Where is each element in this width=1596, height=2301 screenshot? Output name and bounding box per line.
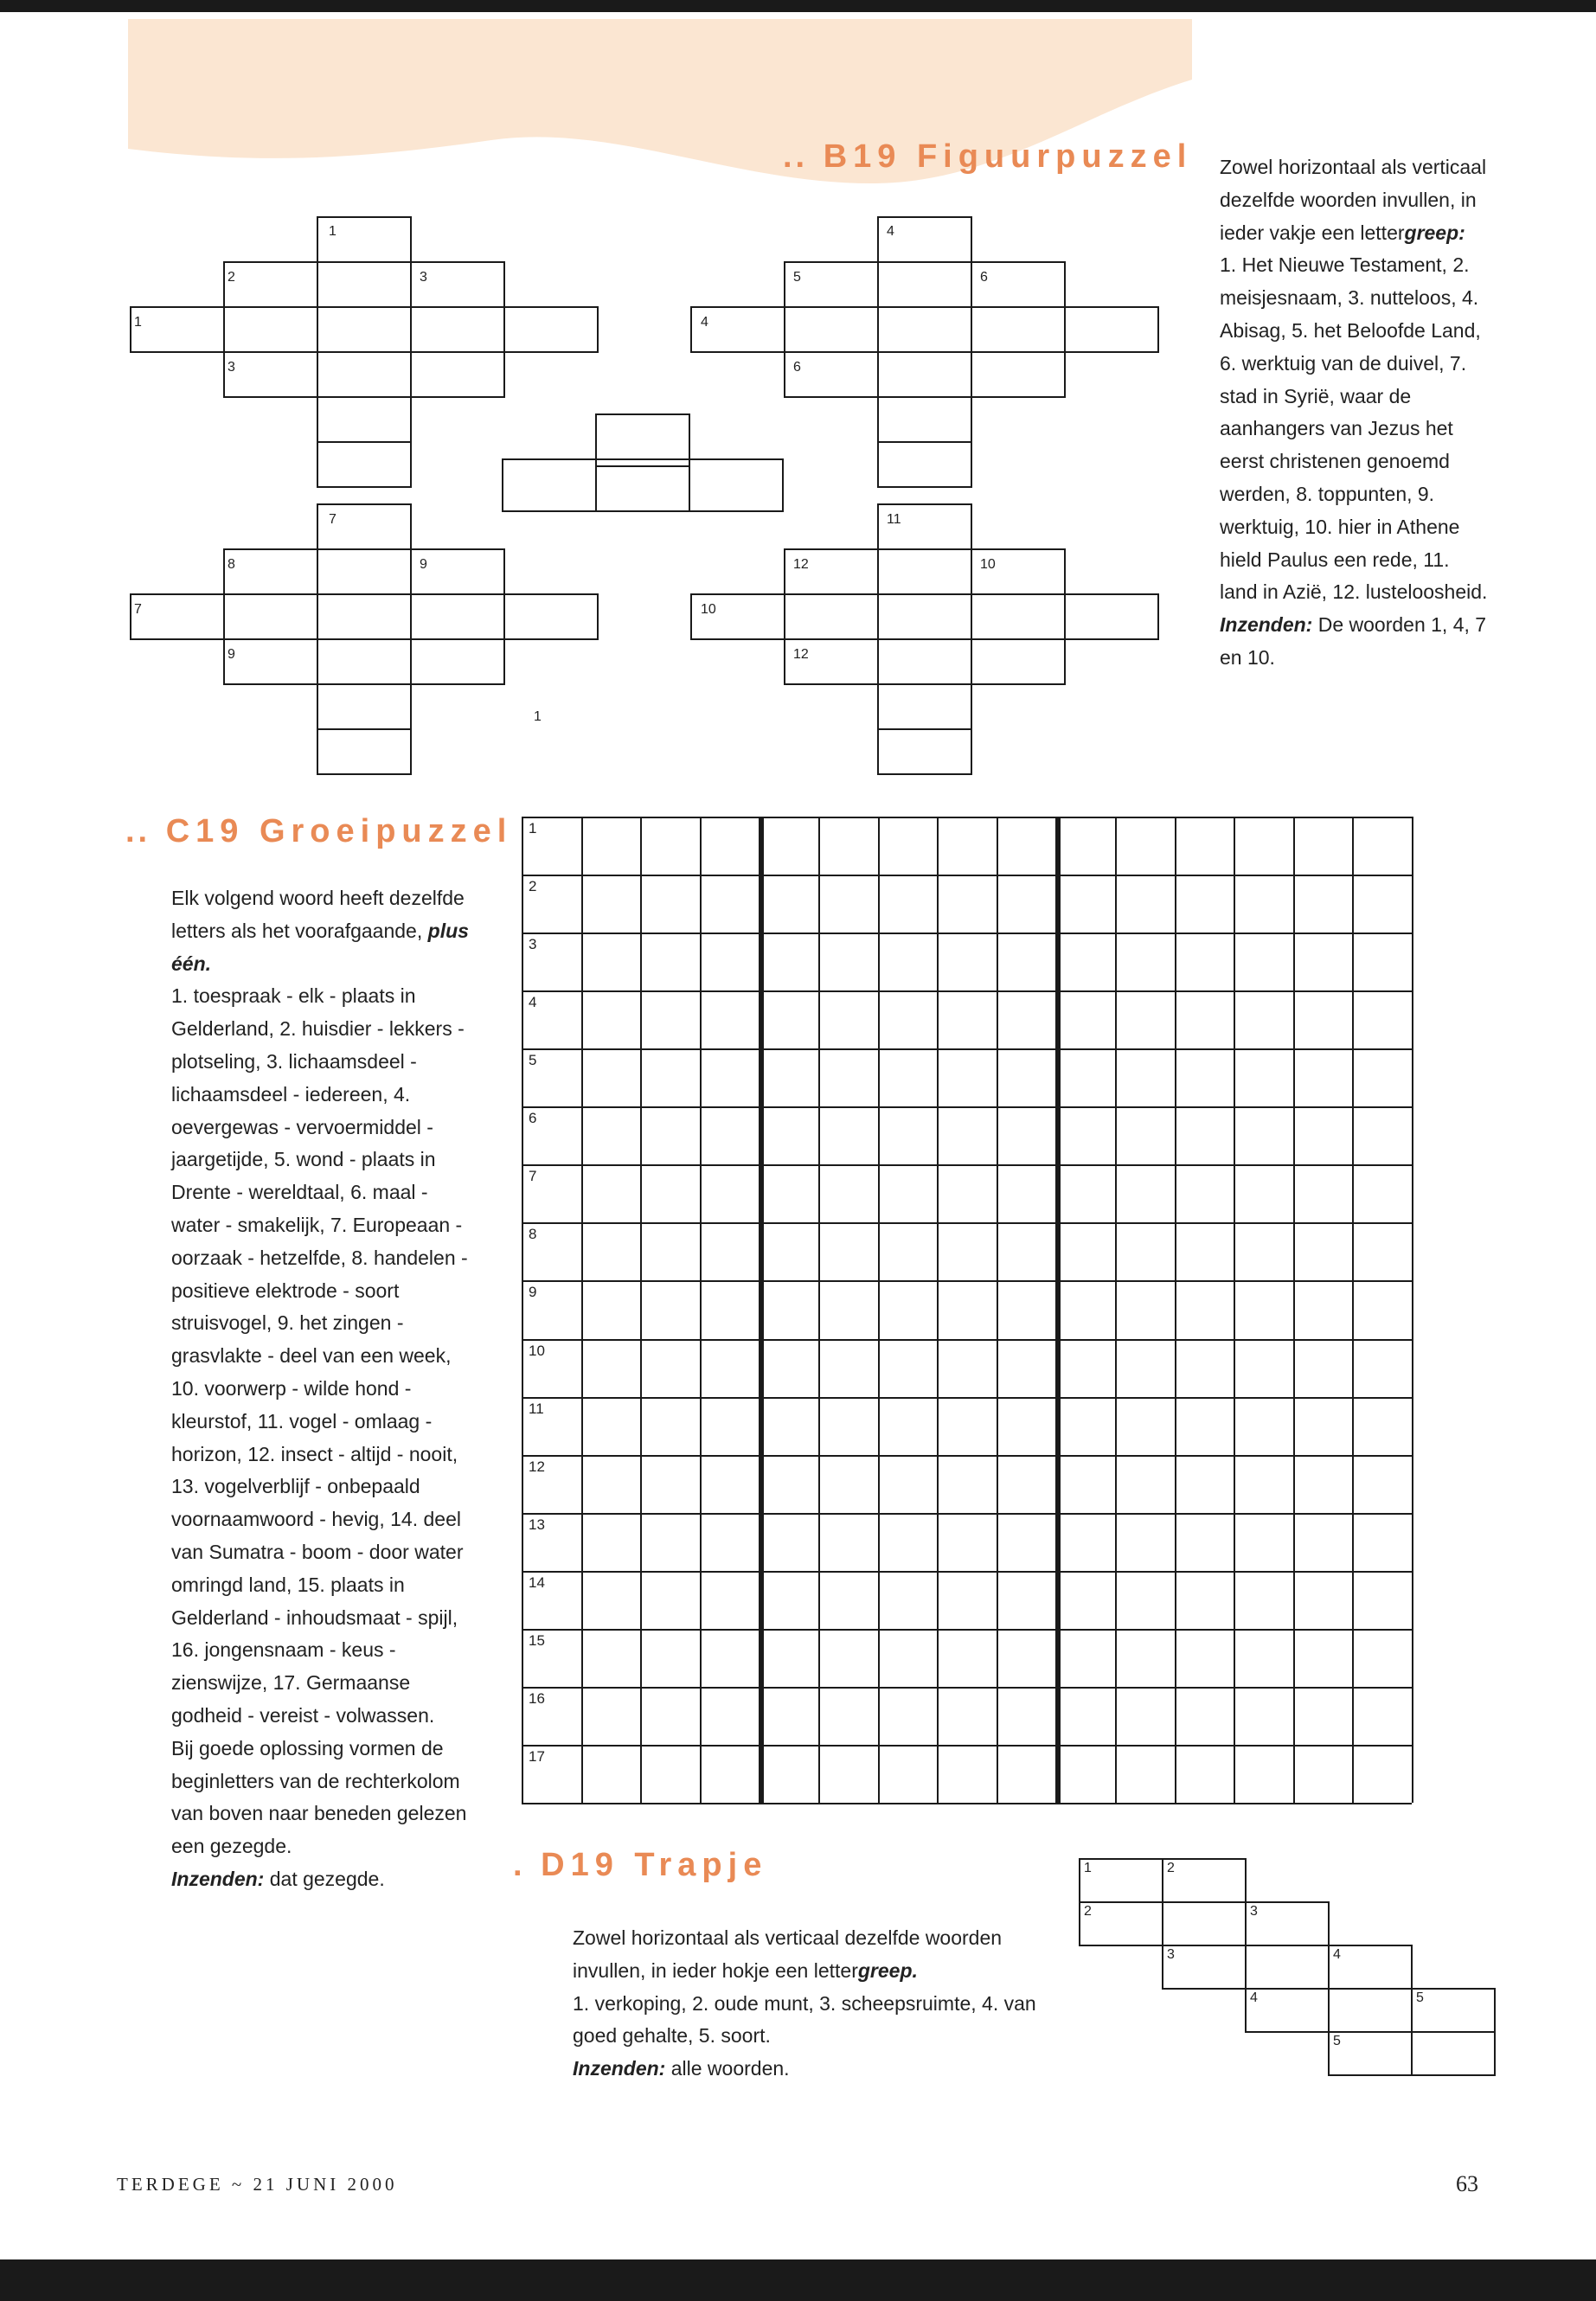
c19-submit-text: dat gezegde. bbox=[269, 1867, 385, 1890]
grid-row-line bbox=[522, 1164, 1412, 1166]
b19-clues: 1. Het Nieuwe Testament, 2. meisjesnaam, 3. nutteloos, 4. Abisag, 5. het Beloofde Land, 6. werktuig van de duivel, 7. stad in Syrië, waar de aanhangers van Jezus het eerst christenen genoemd werden, 8. toppunten, 9. werktuig, 10. hier in Athene hield Paulus een rede, 11. land in Azië, 12. lusteloosheid. bbox=[1220, 253, 1488, 604]
b19-cell-number: 2 bbox=[228, 270, 235, 285]
grid-column-line bbox=[640, 817, 642, 1803]
b19-instructions bbox=[1220, 151, 1492, 675]
b19-cross-2-cell[interactable] bbox=[784, 261, 879, 308]
b19-cross-3-cell[interactable] bbox=[223, 548, 318, 595]
d19-cell[interactable] bbox=[1245, 1945, 1330, 1990]
b19-cell-number: 7 bbox=[329, 512, 337, 527]
grid-row-line bbox=[522, 1106, 1412, 1108]
b19-cross-1-cell[interactable] bbox=[317, 441, 412, 488]
b19-cell-number: 5 bbox=[793, 270, 801, 285]
grid-column-line bbox=[818, 817, 820, 1803]
grid-row-line bbox=[522, 1687, 1412, 1689]
d19-cell-number: 3 bbox=[1250, 1904, 1258, 1919]
page-number: 63 bbox=[1456, 2171, 1478, 2196]
b19-cross-4-cell[interactable] bbox=[877, 728, 972, 775]
b19-cross-1-cell[interactable] bbox=[410, 306, 505, 353]
b19-cross-2-cell[interactable] bbox=[784, 351, 879, 398]
d19-cell-number: 4 bbox=[1250, 1990, 1258, 2005]
d19-cell-number: 2 bbox=[1167, 1861, 1175, 1875]
top-border bbox=[0, 0, 1596, 12]
c19-puzzle-grid bbox=[522, 817, 1412, 1803]
grid-column-line bbox=[1293, 817, 1295, 1803]
b19-cell-number: 9 bbox=[228, 647, 235, 662]
c19-row-number: 13 bbox=[529, 1516, 545, 1533]
b19-submit-label: Inzenden: bbox=[1220, 613, 1313, 637]
b19-cell-number: 4 bbox=[701, 315, 708, 330]
c19-row-number: 5 bbox=[529, 1052, 537, 1068]
b19-cross-3-cell[interactable] bbox=[317, 638, 412, 685]
footer-magazine: TERDEGE ~ 21 JUNI 2000 bbox=[117, 2174, 398, 2195]
d19-cell[interactable] bbox=[1411, 2031, 1496, 2076]
c19-row-number: 10 bbox=[529, 1343, 545, 1359]
grid-row-line bbox=[522, 1048, 1412, 1050]
d19-instructions bbox=[573, 1922, 1040, 2086]
grid-column-line bbox=[700, 817, 702, 1803]
b19-cell-number: 12 bbox=[793, 557, 809, 572]
d19-cell-number: 3 bbox=[1167, 1947, 1175, 1962]
b19-cross-4-cell[interactable] bbox=[1064, 593, 1159, 640]
b19-cell-number: 1 bbox=[329, 224, 337, 239]
grid-column-line bbox=[1412, 817, 1413, 1803]
grid-column-line bbox=[997, 817, 998, 1803]
grid-column-line bbox=[1352, 817, 1354, 1803]
c19-instructions bbox=[171, 882, 478, 1896]
d19-cell-number: 2 bbox=[1084, 1904, 1092, 1919]
b19-title: .. B19 Figuurpuzzel bbox=[783, 138, 1193, 175]
b19-cross-3-cell[interactable] bbox=[503, 593, 599, 640]
b19-cross-2-cell[interactable] bbox=[971, 261, 1066, 308]
b19-cell-number: 8 bbox=[228, 557, 235, 572]
d19-cell[interactable] bbox=[1328, 1988, 1413, 2033]
b19-center-cell[interactable] bbox=[689, 458, 784, 512]
grid-row-line bbox=[522, 933, 1412, 934]
b19-cross-4-cell[interactable] bbox=[877, 638, 972, 685]
c19-row-number: 1 bbox=[529, 820, 537, 836]
grid-row-line bbox=[522, 1571, 1412, 1573]
c19-row-number: 12 bbox=[529, 1458, 545, 1475]
c19-closing: Bij goede oplossing vormen de beginletters van de rechterkolom van boven naar beneden gelezen een gezegde. bbox=[171, 1736, 467, 1858]
grid-row-line bbox=[522, 1513, 1412, 1515]
c19-row-number: 6 bbox=[529, 1110, 537, 1126]
b19-cross-3-cell[interactable] bbox=[130, 593, 225, 640]
grid-row-line bbox=[522, 1280, 1412, 1282]
d19-cell-number: 5 bbox=[1333, 2034, 1341, 2048]
b19-cross-3-cell[interactable] bbox=[223, 638, 318, 685]
b19-cross-2-cell[interactable] bbox=[877, 396, 972, 443]
d19-title: . D19 Trapje bbox=[513, 1847, 768, 1883]
b19-cross-2-cell[interactable] bbox=[877, 306, 972, 353]
b19-cell-number: 9 bbox=[420, 557, 427, 572]
b19-cross-3-cell[interactable] bbox=[317, 548, 412, 595]
b19-cell-number: 6 bbox=[980, 270, 988, 285]
b19-cross-3-cell[interactable] bbox=[317, 683, 412, 730]
b19-cell-number: 3 bbox=[228, 360, 235, 375]
d19-submit-label: Inzenden: bbox=[573, 2057, 666, 2080]
b19-cell-number: 4 bbox=[887, 224, 894, 239]
b19-cross-3-cell[interactable] bbox=[410, 593, 505, 640]
c19-intro-em: plus één. bbox=[171, 919, 469, 975]
d19-cell-number: 4 bbox=[1333, 1947, 1341, 1962]
b19-cross-4-cell[interactable] bbox=[877, 593, 972, 640]
b19-cell-number: 11 bbox=[887, 512, 901, 527]
grid-row-line bbox=[522, 817, 1412, 818]
grid-row-line bbox=[522, 1803, 1412, 1804]
grid-column-line bbox=[759, 817, 764, 1803]
b19-cell-number: 3 bbox=[420, 270, 427, 285]
d19-cell-number: 5 bbox=[1416, 1990, 1424, 2005]
b19-cross-1-cell[interactable] bbox=[223, 351, 318, 398]
grid-row-line bbox=[522, 875, 1412, 876]
b19-cross-4-cell[interactable] bbox=[784, 593, 879, 640]
bottom-border bbox=[0, 2259, 1596, 2301]
grid-row-line bbox=[522, 1222, 1412, 1224]
grid-row-line bbox=[522, 1397, 1412, 1399]
b19-cell-number: 10 bbox=[701, 602, 716, 617]
grid-column-line bbox=[1115, 817, 1117, 1803]
b19-intro-em: greep: bbox=[1404, 221, 1465, 244]
grid-row-line bbox=[522, 1629, 1412, 1631]
b19-cross-4-cell[interactable] bbox=[877, 683, 972, 730]
b19-cross-3-cell[interactable] bbox=[317, 503, 412, 550]
c19-submit-label: Inzenden: bbox=[171, 1867, 265, 1890]
b19-cross-1-cell[interactable] bbox=[223, 306, 318, 353]
grid-row-line bbox=[522, 1455, 1412, 1457]
grid-column-line bbox=[878, 817, 880, 1803]
grid-column-line bbox=[1175, 817, 1176, 1803]
b19-cross-3-cell[interactable] bbox=[223, 593, 318, 640]
grid-row-line bbox=[522, 1745, 1412, 1747]
grid-column-line bbox=[522, 817, 523, 1803]
b19-intro: Zowel horizontaal als verticaal dezelfde woorden invullen, in ieder vakje een letter bbox=[1220, 156, 1487, 244]
grid-row-line bbox=[522, 990, 1412, 992]
b19-cross-3-cell[interactable] bbox=[410, 638, 505, 685]
c19-clues: 1. toespraak - elk - plaats in Gelderland, 2. huisdier - lekkers - plotseling, 3. lichaamsdeel - lichaamsdeel - iedereen, 4. oevergewas - vervoermiddel - jaargetijde, 5. wond - plaats in Drente - wereldtaal, 6. maal - water - smakelijk, 7. Europeaan - oorzaak - hetzelfde, 8. handelen - positieve elektrode - soort struisvogel, 9. het zingen - grasvlakte - deel van een week, 10. voorwerp - wilde hond - kleurstof, 11. vogel - omlaag - horizon, 12. insect - altijd - nooit, 13. vogelverblijf - onbepaald voornaamwoord - hevig, 14. deel van Sumatra - boom - door water omringd land, 15. plaats in Gelderland - inhoudsmaat - spijl, 16. jongensnaam - keus - zienswijze, 17. Germaanse godheid - vereist - volwassen. bbox=[171, 984, 468, 1727]
c19-row-number: 8 bbox=[529, 1226, 537, 1242]
b19-cross-2-cell[interactable] bbox=[877, 441, 972, 488]
grid-column-line bbox=[1055, 817, 1061, 1803]
b19-cross-1-cell[interactable] bbox=[317, 396, 412, 443]
d19-cell[interactable] bbox=[1162, 1901, 1247, 1946]
b19-cross-4-cell[interactable] bbox=[877, 503, 972, 550]
c19-title: .. C19 Groeipuzzel bbox=[125, 813, 513, 849]
b19-cross-4-cell[interactable] bbox=[971, 548, 1066, 595]
b19-cross-3-cell[interactable] bbox=[410, 548, 505, 595]
b19-cross-1-cell[interactable] bbox=[317, 261, 412, 308]
grid-row-line bbox=[522, 1339, 1412, 1341]
b19-cross-4-cell[interactable] bbox=[971, 593, 1066, 640]
b19-center-cell[interactable] bbox=[595, 458, 690, 512]
b19-cross-1-cell[interactable] bbox=[317, 351, 412, 398]
d19-submit-text: alle woorden. bbox=[670, 2057, 790, 2080]
b19-cross-2-cell[interactable] bbox=[1064, 306, 1159, 353]
grid-column-line bbox=[581, 817, 583, 1803]
c19-row-number: 11 bbox=[529, 1400, 544, 1417]
grid-column-line bbox=[937, 817, 939, 1803]
b19-cell-number: 6 bbox=[793, 360, 801, 375]
b19-cross-3-cell[interactable] bbox=[317, 593, 412, 640]
c19-row-number: 14 bbox=[529, 1574, 545, 1591]
c19-row-number: 17 bbox=[529, 1748, 545, 1765]
b19-cross-1-cell[interactable] bbox=[130, 306, 225, 353]
c19-row-number: 4 bbox=[529, 994, 537, 1010]
b19-cross-4-cell[interactable] bbox=[971, 638, 1066, 685]
b19-cell-number: 10 bbox=[980, 557, 996, 572]
c19-row-number: 15 bbox=[529, 1632, 545, 1649]
d19-intro-em: greep. bbox=[857, 1958, 918, 1982]
d19-clues: 1. verkoping, 2. oude munt, 3. scheepsruimte, 4. van goed gehalte, 5. soort. bbox=[573, 1991, 1036, 2048]
c19-row-number: 16 bbox=[529, 1690, 545, 1707]
b19-cross-1-cell[interactable] bbox=[410, 261, 505, 308]
grid-column-line bbox=[1234, 817, 1235, 1803]
b19-cross-2-cell[interactable] bbox=[877, 261, 972, 308]
b19-cross-2-cell[interactable] bbox=[971, 351, 1066, 398]
b19-cell-number: 12 bbox=[793, 647, 809, 662]
c19-row-number: 9 bbox=[529, 1284, 537, 1300]
b19-cross-4-cell[interactable] bbox=[877, 548, 972, 595]
b19-cross-2-cell[interactable] bbox=[971, 306, 1066, 353]
b19-cross-4-cell[interactable] bbox=[784, 638, 879, 685]
b19-cross-1-cell[interactable] bbox=[223, 261, 318, 308]
b19-cross-1-cell[interactable] bbox=[410, 351, 505, 398]
b19-cell-number: 7 bbox=[134, 602, 142, 617]
c19-intro: Elk volgend woord heeft dezelfde letters als het voorafgaande, bbox=[171, 887, 465, 942]
b19-cell-number: 1 bbox=[134, 315, 142, 330]
b19-cross-2-cell[interactable] bbox=[784, 306, 879, 353]
b19-cross-1-cell[interactable] bbox=[317, 306, 412, 353]
c19-row-number: 2 bbox=[529, 878, 537, 894]
d19-cell-number: 1 bbox=[1084, 1861, 1092, 1875]
b19-cross-4-cell[interactable] bbox=[784, 548, 879, 595]
c19-row-number: 3 bbox=[529, 936, 537, 952]
c19-row-number: 7 bbox=[529, 1168, 537, 1184]
b19-cell-number: 1 bbox=[534, 709, 542, 724]
b19-cross-2-cell[interactable] bbox=[690, 306, 785, 353]
b19-submit-text: De woorden 1, 4, 7 en 10. bbox=[1220, 613, 1487, 669]
b19-cross-3-cell[interactable] bbox=[317, 728, 412, 775]
d19-intro: Zowel horizontaal als verticaal dezelfde woorden invullen, in ieder hokje een letter bbox=[573, 1926, 1003, 1982]
b19-center-cell[interactable] bbox=[502, 458, 597, 512]
b19-cross-1-cell[interactable] bbox=[503, 306, 599, 353]
b19-cross-4-cell[interactable] bbox=[690, 593, 785, 640]
b19-cross-2-cell[interactable] bbox=[877, 351, 972, 398]
